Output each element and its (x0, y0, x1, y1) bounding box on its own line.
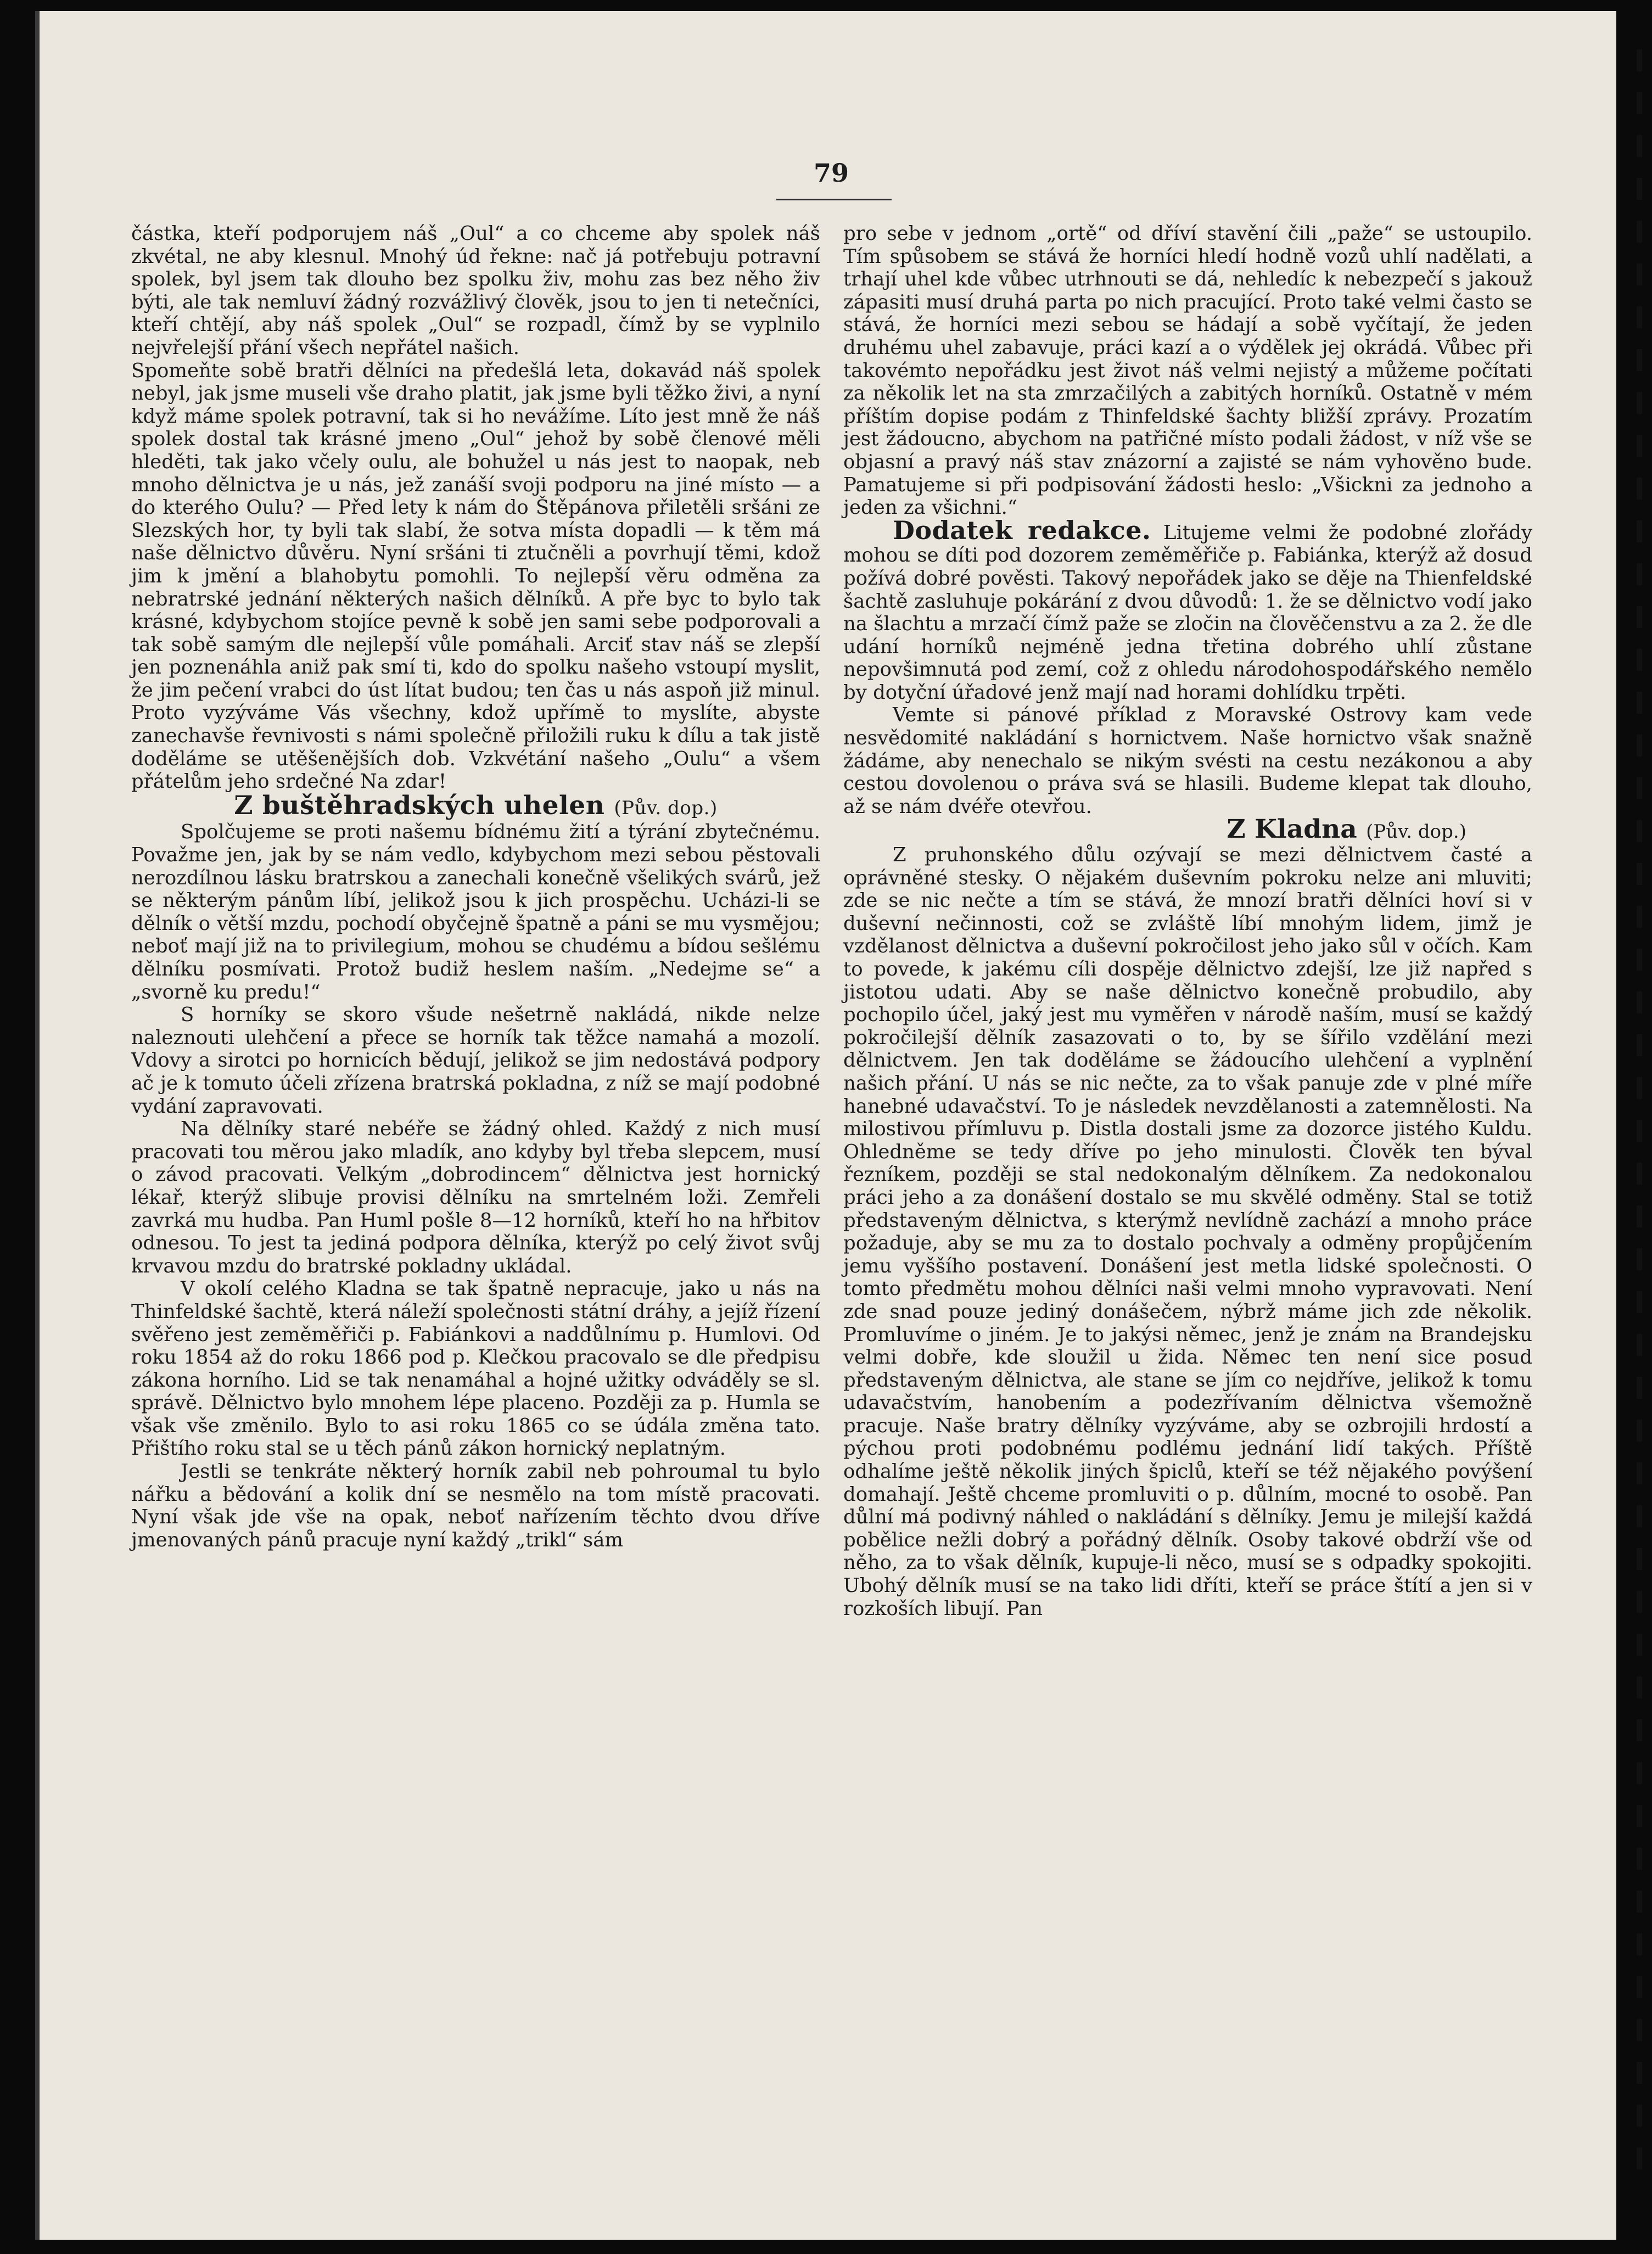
scanned-page (35, 11, 1616, 2240)
left-column (131, 222, 820, 1551)
article-paragraph: Jestli se tenkráte některý horník zabil neb pohroumal tu bylo nářku a bědování a kolik dní se nesmělo na tom místě pracovati. Nyní však jde vše na opak, neboť nařízením těchto dvou dříve jmenovaných pánů pracuje nyní každý „trikl“ sám (131, 1460, 820, 1551)
section-heading-title: Z Kladna (1227, 814, 1357, 845)
article-paragraph: pro sebe v jednom „ortě“ od dříví stavění čili „paže“ se ustoupilo. Tím spůsobem se stává že horníci hledí hodně vozů uhlí nadělati, a trhají uhel kde vůbec utrhnouti se dá, nehledíc k nebezpečí s jakouž zápasiti musí druhá parta po nich pracující. Proto také velmi často se stává, že horníci mezi sebou se hádají a sobě vyčítají, že jeden druhému uhel zabavuje, práci kazí a o výdělek jej okrádá. Vůbec při takovémto nepořádku jest život náš velmi nejistý a můžeme počítati za několik let na sta zmrzačilých a zabitých horníků. Ostatně v mém příštím dopise podám z Thinfeldské šachty bližší zprávy. Prozatím jest žádoucno, abychom na patřičné místo podali žádost, v níž vše se objasní a pravý náš stav znázorní a zajisté se nám vyhověno bude. Pamatujeme si při podpisování žádosti heslo: „Všickni za jednoho a jeden za všichni.“ (843, 222, 1532, 519)
article-paragraph: Vemte si pánové příklad z Moravské Ostrovy kam vede nesvědomité nakládání s hornictvem. Naše hornictvo však snažně žádáme, aby nenechalo se nikým svésti na cestu nezákonou a aby cestou dovolenou o práva svá se hlasili. Budeme klepat tak dlouho, až se nám dvéře otevřou. (843, 704, 1532, 818)
page-number-rule (776, 199, 892, 200)
article-paragraph: V okolí celého Kladna se tak špatně nepracuje, jako u nás na Thinfeldské šachtě, která náleží společnosti státní dráhy, a jejíž řízení svěřeno jest zeměměřiči p. Fabiánkovi a naddůlnímu p. Humlovi. Od roku 1854 až do roku 1866 pod p. Klečkou pracovalo se dle předpisu zákona horního. Lid se tak nenamáhal a hojné užitky odváděly se sl. správě. Dělnictvo bylo mnohem lépe placeno. Později za p. Humla se však vše změnilo. Bylo to asi roku 1865 co se údála změna tato. Přištího roku stal se u těch pánů zákon hornický neplatným. (131, 1277, 820, 1460)
editorial-note-heading: Dodatek redakce. (893, 515, 1151, 545)
section-heading-dateline: (Pův. dop.) (614, 797, 718, 819)
article-paragraph: Spolčujeme se proti našemu bídnému žití a týrání zbytečnému. Považme jen, jak by se nám vedlo, kdybychom mezi sebou pěstovali nerozdílnou lásku bratrskou a zanechali konečně všelikých svárů, jež se některým pánům líbí, jelikož jsou k jich prospěchu. Ucházi-li se dělník o větší mzdu, pochodí obyčejně špatně a páni se mu vysmějou; neboť mají již na to privilegium, mohou se chudému a bídou sešlému dělníku posmívati. Protož budiž heslem naším. „Nedejme se“ a „svorně ku predu!“ (131, 821, 820, 1003)
page-number: 79 (813, 158, 849, 188)
article-paragraph: Na dělníky staré nebéře se žádný ohled. Každý z nich musí pracovati tou měrou jako mladík, ano kdyby byl třeba slepcem, musí o závod pracovati. Velkým „dobrodincem“ dělnictva jest hornický lékař, kterýž slibuje provisi dělníku na smrtelném loži. Zemřeli zavrká mu hudba. Pan Huml pošle 8—12 horníků, kteří ho na hřbitov odnesou. To jest ta jediná podpora dělníka, kterýž po celý život svůj krvavou mzdu do bratrské pokladny ukládal. (131, 1118, 820, 1277)
page-edge-shadow (35, 11, 40, 2240)
article-paragraph: Spomeňte sobě bratři dělníci na předešlá leta, dokavád náš spolek nebyl, jak jsme museli vše draho platit, jak jsme byli těžko živi, a nyní když máme spolek potravní, tak si ho nevážíme. Líto jest mně že náš spolek dostal tak krásné jmeno „Oul“ jehož by sobě členové měli hleděti, tak jako včely oulu, ale bohužel u nás jest to naopak, neb mnoho dělnictva je u nás, jež zanáší svoji podporu na jiné místo — a do kterého Oulu? — Před lety k nám do Štěpánova přiletěli sršáni ze Slezských hor, ty byli tak slabí, že sotva místa dopadli — k těm má naše dělnictvo důvěru. Nyní sršáni ti ztučněli a povrhují těmi, kdož jim k jmění a blahobytu pomohli. To nejlepší věru odměna za nebratrské jednání některých našich dělníků. A pře byc to bylo tak krásné, kdybychom stojíce pevně k sobě jen sami sebe podporovali a tak sobě samým dle nejlepší vůle pomáhali. Arciť stav náš se zlepší jen poznenáhla aniž pak smí ti, kdo do spolku našeho vstoupí myslit, že jim pečení vrabci do úst lítat budou; ten čas u nás aspoň již minul. Proto vyzýváme Vás všechny, kdož upřímě to myslíte, abyste zanechavše řevnivosti s námi společně přiložili ruku k dílu a tak jistě doděláme se utěšenějších dob. Vzkvétání našeho „Oulu“ a všem přátelům jeho srdečné Na zdar! (131, 359, 820, 793)
section-heading-kladno (843, 814, 1532, 845)
scan-edge-marks (1637, 49, 1642, 2190)
section-heading-title: Z buštěhradských uhelen (234, 790, 605, 821)
editorial-note-text: Litujeme velmi že podobné zlořády mohou se díti pod dozorem zeměměřiče p. Fabiánka, kterýž až dosud požívá dobré pověsti. Takový nepořádek jako se děje na Thienfeldské šachtě zasluhuje pokárání z dvou důvodů: 1. že se dělnictvo vodí jako na šlachtu a mrzačí čímž paže se zločin na člověčenstvu a za 2. že dle udání horníků nejméně jedna třetina dobrého uhlí zůstane nepovšimnutá pod zemí, což z ohledu národohospodářského nemělo by dotyční úřadové jenž mají nad horami dohlídku trpěti. (843, 521, 1533, 704)
article-paragraph: částka, kteří podporujem náš „Oul“ a co chceme aby spolek náš zkvétal, ne aby klesnul. Mnohý úd řekne: nač já potřebuju potravní spolek, byl jsem tak dlouho bez spolku živ, mohu zas bez něho živ býti, ale tak nemluví žádný rozvážlivý člověk, jsou to jen ti netečníci, kteří chtějí, aby náš spolek „Oul“ se rozpadl, čímž by se vyplnilo nejvřelejší přání všech nepřátel našich. (131, 222, 820, 359)
section-heading-bustehrad (131, 790, 820, 821)
editorial-note (843, 515, 1533, 704)
article-paragraph: Z pruhonského důlu ozývají se mezi dělnictvem časté a oprávněné stesky. O nějakém duševním pokroku nelze ani mluviti; zde se nic nečte a tím se stává, že mnozí bratři dělníci hoví si v duševní nečinnosti, což se zvláště líbí mnohým lidem, jimž je vzdělanost dělnictva a duševní pokročilost jeho jako sůl v očích. Kam to povede, k jakému cíli dospěje dělnictvo zdejší, lze již napřed s jistotou udati. Aby se naše dělnictvo konečně probudilo, aby pochopilo účel, jaký jest mu vyměřen v národě naším, musí se každý pokročilejší dělník zasazovati o to, by se šířilo vzdělání mezi dělnictvem. Jen tak doděláme se žádoucího ulehčení a vyplnění našich přání. U nás se nic nečte, za to však panuje zde v plné míře hanebné udavačství. To je následek nevzdělanosti a zatemnělosti. Na milostivou přímluvu p. Distla dostali jsme za dozorce jistého Kuldu. Ohledněme se tedy dříve po jeho minulosti. Člověk ten býval řezníkem, později se stal nedokonalým dělníkem. Za nedokonalou práci jeho a za donášení dostalo se mu skvělé odměny. Stal se totiž představeným dělnictva, s kterýmž nevlídně zachází a mnoho práce požaduje, aby se mu za to dostalo pochvaly a odměny propůjčením jemu vyššího postavení. Donášení jest metla lidské společnosti. O tomto předmětu mohou dělníci naši velmi mnoho vypravovati. Není zde snad pouze jediný donášečem, nýbrž máme jich zde několik. Promluvíme o jiném. Je to jakýsi němec, jenž je znám na Brandejsku velmi dobře, kde sloužil u žida. Němec ten není sice posud představeným dělnictva, ale stane se jím co nejdříve, jelikož k tomu udavačstvím, hanobením a podezřívaním dělnictva všemožně pracuje. Naše bratry dělníky vyzýváme, aby se ozbrojili hrdostí a pýchou proti podobnému podlému jednání lidí takých. Příště odhalíme ještě několik jiných špiclů, kteří se též nějakého povýšení domahají. Ještě chceme promluviti o p. důlním, mocné to osobě. Pan důlní má podivný náhled o nakládání s dělníky. Jemu je milejší každá pobělice nežli dobrý a pořádný dělník. Osoby takové obdrží vše od něho, za to však dělník, kupuje-li něco, musí se s odpadky spokojiti. Ubohý dělník musí se na tako lidi dříti, kteří se práce štítí a jen si v rozkoších libují. Pan (843, 844, 1532, 1620)
article-paragraph: S horníky se skoro všude nešetrně nakládá, nikde nelze naleznouti ulehčení a přece se horník tak těžce namahá a mozolí. Vdovy a sirotci po hornicích bědují, jelikož se jim nedostává podpory ač je k tomuto účeli zřízena bratrská pokladna, z níž se mají podobné vydání zapravovati. (131, 1003, 820, 1118)
right-column (843, 222, 1532, 1620)
section-heading-dateline: (Pův. dop.) (1366, 821, 1466, 843)
